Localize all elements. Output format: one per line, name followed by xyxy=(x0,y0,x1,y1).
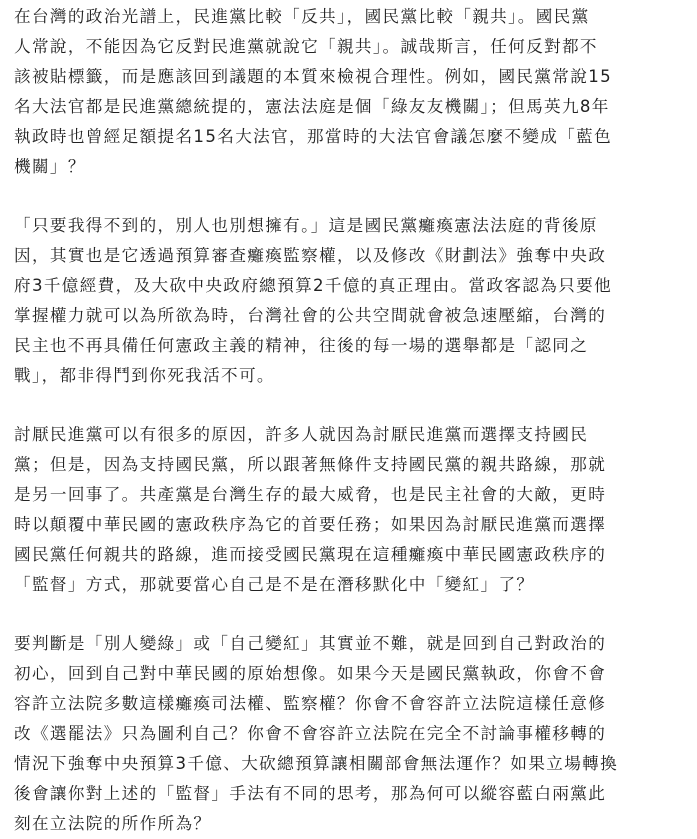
text-line: 黨；但是，因為支持國民黨，所以跟著無條件支持國民黨的親共路線，那就 xyxy=(14,455,607,474)
article-body xyxy=(14,2,684,839)
text-line: 該被貼標籤，而是應該回到議題的本質來檢視合理性。例如，國民黨常說15 xyxy=(14,67,613,86)
paragraph-2 xyxy=(14,211,684,391)
text-line: 機關」？ xyxy=(14,157,86,176)
text-line: 是另一回事了。共產黨是台灣生存的最大威脅，也是民主社會的大敵，更時 xyxy=(14,485,607,504)
text-line: 執政時也曾經足額提名15名大法官，那當時的大法官會議怎麼不變成「藍色 xyxy=(14,127,613,146)
text-line: 改《選罷法》只為圖利自己？你會不會容許立法院在完全不討論事權移轉的 xyxy=(14,724,607,743)
text-line: 府3千億經費，及大砍中央政府總預算2千億的真正理由。當政客認為只要他 xyxy=(14,276,613,295)
text-line: 戰」，都非得鬥到你死我活不可。 xyxy=(14,366,275,385)
text-line: 討厭民進黨可以有很多的原因，許多人就因為討厭民進黨而選擇支持國民 xyxy=(14,425,589,444)
text-line: 後會讓你對上述的「監督」手法有不同的思考，那為何可以縱容藍白兩黨此 xyxy=(14,784,607,803)
text-line: 刻在立法院的所作所為？ xyxy=(14,814,212,833)
paragraph-3 xyxy=(14,420,684,600)
text-line: 容許立法院多數這樣癱瘓司法權、監察權？你會不會容許立法院這樣任意修 xyxy=(14,694,607,713)
text-line: 「監督」方式，那就要當心自己是不是在潛移默化中「變紅」了？ xyxy=(14,575,535,594)
text-line: 情況下強奪中央預算3千億、大砍總預算讓相關部會無法運作？如果立場轉換 xyxy=(14,754,619,773)
text-line: 「只要我得不到的，別人也別想擁有。」這是國民黨癱瘓憲法法庭的背後原 xyxy=(14,216,598,235)
text-line: 時以顛覆中華民國的憲政秩序為它的首要任務；如果因為討厭民進黨而選擇 xyxy=(14,515,607,534)
text-line: 民主也不再具備任何憲政主義的精神，往後的每一場的選舉都是「認同之 xyxy=(14,336,589,355)
text-line: 要判斷是「別人變綠」或「自己變紅」其實並不難，就是回到自己對政治的 xyxy=(14,634,607,653)
paragraph-4 xyxy=(14,629,684,839)
text-line: 人常說，不能因為它反對民進黨就說它「親共」。誠哉斯言，任何反對都不 xyxy=(14,37,598,56)
paragraph-1 xyxy=(14,2,684,182)
text-line: 因，其實也是它透過預算審查癱瘓監察權，以及修改《財劃法》強奪中央政 xyxy=(14,246,607,265)
text-line: 在台灣的政治光譜上，民進黨比較「反共」，國民黨比較「親共」。國民黨 xyxy=(14,7,590,26)
text-line: 掌握權力就可以為所欲為時，台灣社會的公共空間就會被急速壓縮，台灣的 xyxy=(14,306,607,325)
text-line: 名大法官都是民進黨總統提的，憲法法庭是個「綠友友機關」；但馬英九8年 xyxy=(14,97,610,116)
text-line: 國民黨任何親共的路線，進而接受國民黨現在這種癱瘓中華民國憲政秩序的 xyxy=(14,545,607,564)
text-line: 初心，回到自己對中華民國的原始想像。如果今天是國民黨執政，你會不會 xyxy=(14,664,607,683)
